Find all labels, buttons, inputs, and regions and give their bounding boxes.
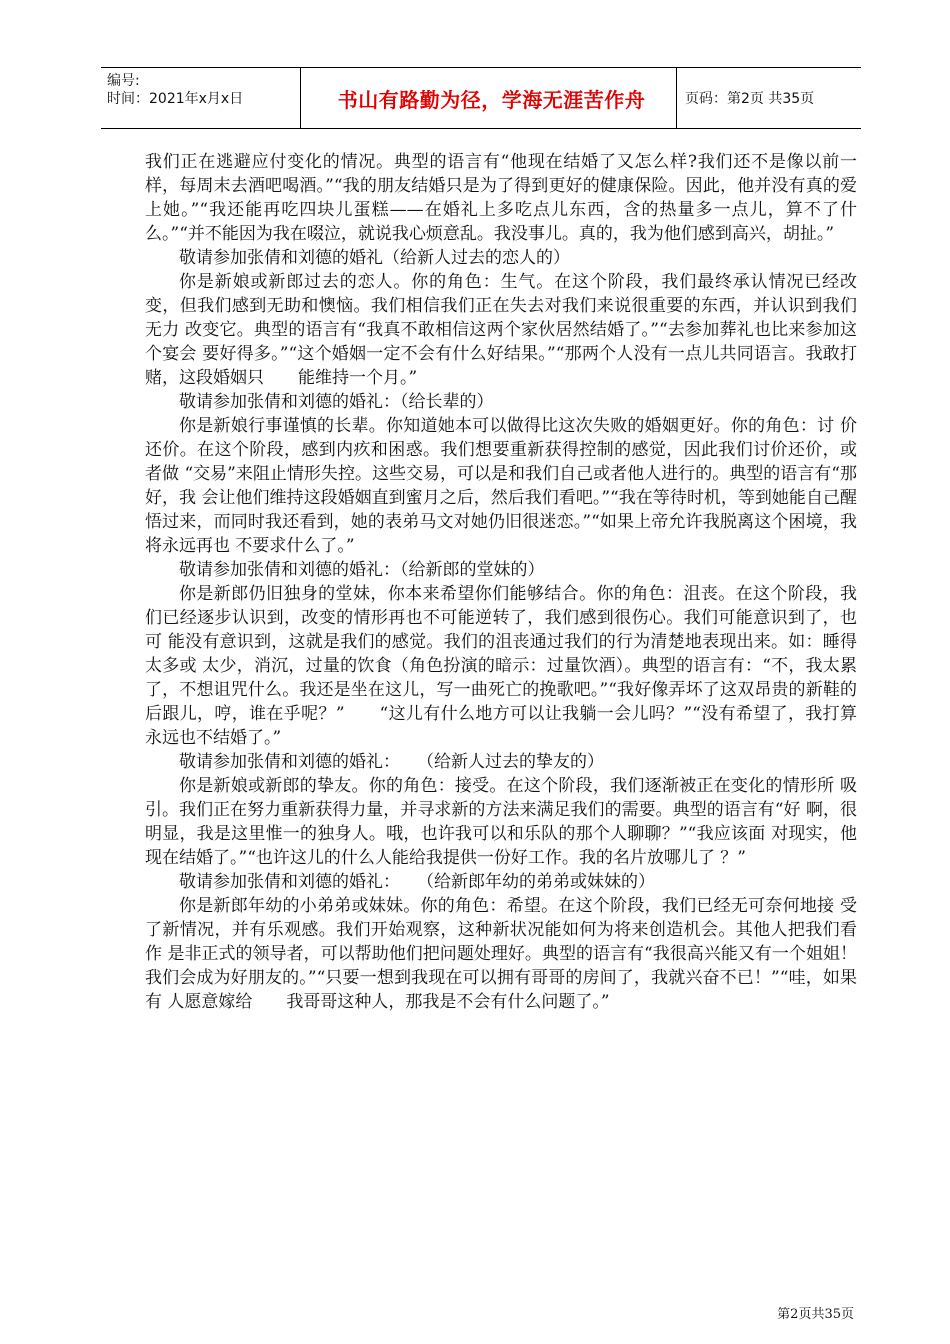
section-heading: 敬请参加张倩和刘德的婚礼： （给新郎年幼的弟弟或妹妹的）	[179, 872, 655, 892]
header-meta	[101, 68, 301, 128]
document-body	[145, 150, 857, 1014]
section-heading: 敬请参加张倩和刘德的婚礼：（给新郎的堂妹的）	[179, 560, 545, 580]
body-paragraph: 你是新郎年幼的小弟弟或妹妹。你的角色：希望。在这个阶段，我们已经无可奈何地接 受了新情况，并有乐观感。我们开始观察，这种新状况能如何为将来创造机会。其他人把我们看作 是非正式的领导者，可以帮助他们把问题处理好。典型的语言有“我很高兴能又有一个姐姐！我们会成为好朋友的。”“只要一想到我现在可以拥有哥哥的房间了，我就兴奋不已！”“哇，如果有 人愿意嫁给 我哥哥这种人，那我是不会有什么问题了。”	[145, 896, 857, 1012]
header-motto-cell	[301, 68, 677, 128]
document-header	[101, 67, 861, 129]
body-paragraph: 我们正在逃避应付变化的情况。典型的语言有“他现在结婚了又怎么样?我们还不是像以前一样，每周末去酒吧喝酒。”“我的朋友结婚只是为了得到更好的健康保险。因此，他并没有真的爱上她。”“我还能再吃四块儿蛋糕——在婚礼上多吃点儿东西，含的热量多一点儿，算不了什么。”“并不能因为我在啜泣，就说我心烦意乱。我没事儿。真的，我为他们感到高兴，胡扯。”	[145, 152, 857, 244]
body-paragraph: 你是新娘或新郎过去的恋人。你的角色：生气。在这个阶段，我们最终承认情况已经改 变，但我们感到无助和懊恼。我们相信我们正在失去对我们来说很重要的东西，并认识到我们无力 改变它。典型的语言有“我真不敢相信这两个家伙居然结婚了。”“去参加葬礼也比来参加这个宴会 要好得多。”“这个婚姻一定不会有什么好结果。”“那两个人没有一点儿共同语言。我敢打赌，这段婚姻只 能维持一个月。”	[145, 272, 857, 388]
body-paragraph: 你是新娘或新郎的挚友。你的角色：接受。在这个阶段，我们逐渐被正在变化的情形所 吸引。我们正在努力重新获得力量，并寻求新的方法来满足我们的需要。典型的语言有“好 啊，很明显，我是这里惟一的独身人。哦，也许我可以和乐队的那个人聊聊？”“我应该面 对现实，他现在结婚了。”“也许这儿的什么人能给我提供一份好工作。我的名片放哪儿了 ？”	[145, 776, 857, 868]
header-motto: 书山有路勤为径，学海无涯苦作舟	[337, 87, 646, 112]
document-number-label: 编号:	[107, 73, 140, 89]
page-footer: 第2页共35页	[777, 1307, 854, 1322]
section-heading: 敬请参加张倩和刘德的婚礼：（给长辈的）	[179, 392, 494, 412]
section-heading: 敬请参加张倩和刘德的婚礼： （给新人过去的挚友的）	[179, 752, 604, 772]
header-page-label: 页码：第2页 共35页	[685, 91, 815, 107]
document-date-label: 时间：2021年x月x日	[107, 91, 244, 107]
section-heading: 敬请参加张倩和刘德的婚礼（给新人过去的恋人的）	[179, 248, 570, 268]
body-paragraph: 你是新郎仍旧独身的堂妹，你本来希望你们能够结合。你的角色：沮丧。在这个阶段，我们已经逐步认识到，改变的情形再也不可能逆转了，我们感到很伤心。我们可能意识到了，也可 能没有意识到，这就是我们的感觉。我们的沮丧通过我们的行为清楚地表现出来。如：睡得太多或 太少，消沉，过量的饮食（角色扮演的暗示：过量饮酒）。典型的语言有：“不，我太累了，不想诅咒什么。我还是坐在这儿，写一曲死亡的挽歌吧。”“我好像弄坏了这双昂贵的新鞋的后跟儿，哼，谁在乎呢？” “这儿有什么地方可以让我躺一会儿吗？”“没有希望了，我打算永远也不结婚了。”	[145, 584, 857, 748]
header-page-cell	[677, 68, 861, 128]
body-paragraph: 你是新娘行事谨慎的长辈。你知道她本可以做得比这次失败的婚姻更好。你的角色：讨 价还价。在这个阶段，感到内疚和困惑。我们想要重新获得控制的感觉，因此我们讨价还价，或者做 “交易”来阻止情形失控。这些交易，可以是和我们自己或者他人进行的。典型的语言有“那好，我 会让他们维持这段婚姻直到蜜月之后，然后我们看吧。”“我在等待时机，等到她能自己醒悟过来，而同时我还看到，她的表弟马文对她仍旧很迷恋。”“如果上帝允许我脱离这个困境，我将永远再也 不要求什么了。”	[145, 416, 857, 556]
